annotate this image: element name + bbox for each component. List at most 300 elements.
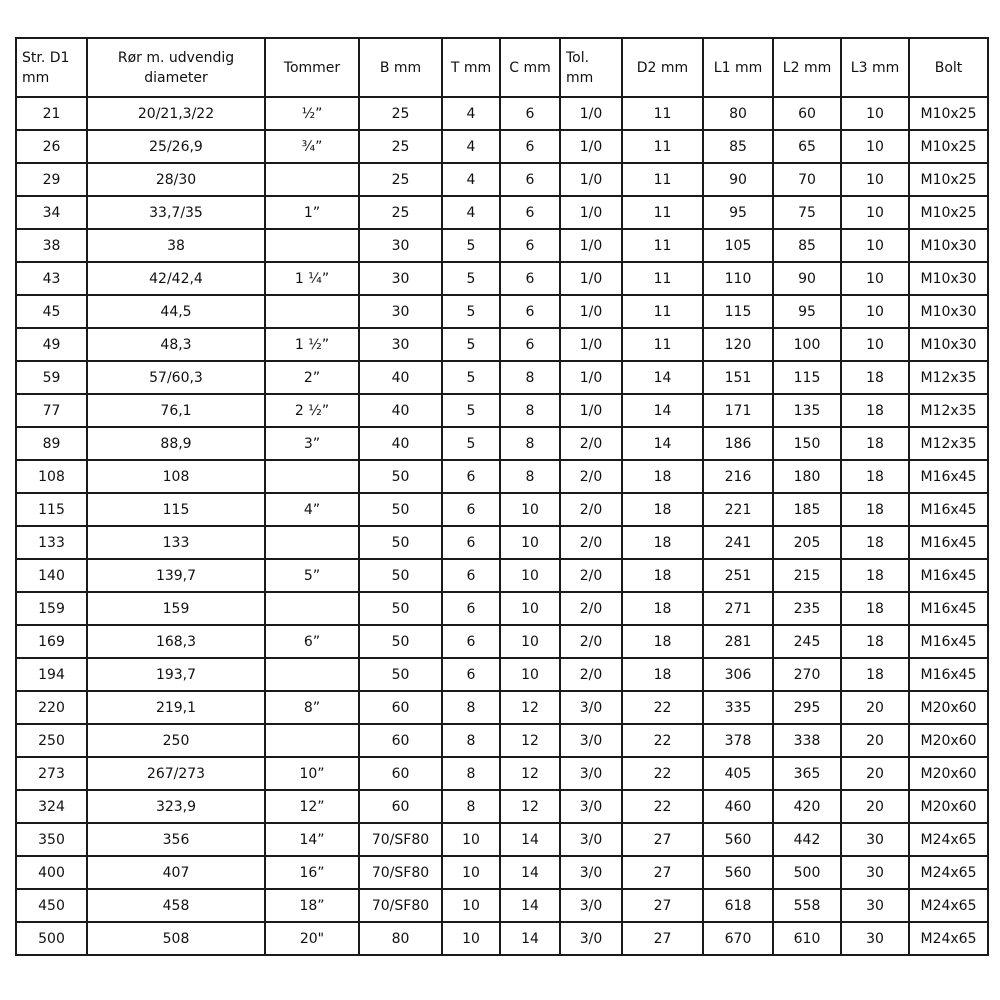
- cell-tol-mm: 2/0: [560, 526, 622, 559]
- cell-l1-mm: 335: [703, 691, 773, 724]
- cell-tommer: 1 ¼”: [265, 262, 359, 295]
- table-row: [16, 790, 988, 823]
- cell-b-mm: 30: [359, 328, 442, 361]
- cell-tommer: 12”: [265, 790, 359, 823]
- cell-d2-mm: 11: [622, 295, 703, 328]
- cell-tol-mm: 1/0: [560, 328, 622, 361]
- cell-pipe-outer-diameter: 219,1: [87, 691, 265, 724]
- header-t-mm: T mm: [442, 38, 500, 97]
- cell-d2-mm: 11: [622, 130, 703, 163]
- cell-d2-mm: 14: [622, 394, 703, 427]
- cell-tol-mm: 1/0: [560, 262, 622, 295]
- header-d2-mm: D2 mm: [622, 38, 703, 97]
- cell-d2-mm: 11: [622, 328, 703, 361]
- cell-tommer: 1”: [265, 196, 359, 229]
- cell-b-mm: 25: [359, 163, 442, 196]
- cell-d2-mm: 18: [622, 460, 703, 493]
- cell-pipe-outer-diameter: 508: [87, 922, 265, 955]
- cell-pipe-outer-diameter: 25/26,9: [87, 130, 265, 163]
- cell-l1-mm: 670: [703, 922, 773, 955]
- table-row: [16, 361, 988, 394]
- cell-l3-mm: 18: [841, 658, 909, 691]
- cell-pipe-outer-diameter: 250: [87, 724, 265, 757]
- cell-str-d1: 34: [16, 196, 87, 229]
- cell-b-mm: 80: [359, 922, 442, 955]
- cell-d2-mm: 11: [622, 262, 703, 295]
- table-row: [16, 295, 988, 328]
- cell-pipe-outer-diameter: 28/30: [87, 163, 265, 196]
- table-row: [16, 262, 988, 295]
- cell-l2-mm: 235: [773, 592, 841, 625]
- cell-str-d1: 45: [16, 295, 87, 328]
- dimensions-table: [15, 37, 989, 956]
- header-pipe-outer-diameter: Rør m. udvendig diameter: [87, 38, 265, 97]
- cell-c-mm: 12: [500, 724, 560, 757]
- cell-l1-mm: 271: [703, 592, 773, 625]
- cell-l1-mm: 618: [703, 889, 773, 922]
- cell-d2-mm: 22: [622, 757, 703, 790]
- cell-t-mm: 10: [442, 922, 500, 955]
- cell-pipe-outer-diameter: 407: [87, 856, 265, 889]
- cell-c-mm: 6: [500, 295, 560, 328]
- cell-l2-mm: 338: [773, 724, 841, 757]
- cell-pipe-outer-diameter: 57/60,3: [87, 361, 265, 394]
- cell-c-mm: 6: [500, 328, 560, 361]
- cell-bolt: M10x25: [909, 196, 988, 229]
- cell-str-d1: 450: [16, 889, 87, 922]
- table-row: [16, 526, 988, 559]
- cell-bolt: M16x45: [909, 592, 988, 625]
- header-l2-mm: L2 mm: [773, 38, 841, 97]
- cell-tol-mm: 1/0: [560, 163, 622, 196]
- cell-bolt: M16x45: [909, 559, 988, 592]
- cell-pipe-outer-diameter: 356: [87, 823, 265, 856]
- cell-t-mm: 6: [442, 592, 500, 625]
- header-l3-mm: L3 mm: [841, 38, 909, 97]
- cell-tol-mm: 1/0: [560, 295, 622, 328]
- cell-l2-mm: 90: [773, 262, 841, 295]
- cell-pipe-outer-diameter: 139,7: [87, 559, 265, 592]
- cell-b-mm: 30: [359, 295, 442, 328]
- cell-l3-mm: 20: [841, 790, 909, 823]
- cell-d2-mm: 27: [622, 823, 703, 856]
- cell-d2-mm: 22: [622, 790, 703, 823]
- cell-l1-mm: 85: [703, 130, 773, 163]
- cell-c-mm: 14: [500, 823, 560, 856]
- cell-l1-mm: 105: [703, 229, 773, 262]
- cell-pipe-outer-diameter: 159: [87, 592, 265, 625]
- cell-l3-mm: 30: [841, 889, 909, 922]
- cell-tommer: 8”: [265, 691, 359, 724]
- cell-t-mm: 5: [442, 361, 500, 394]
- cell-l2-mm: 65: [773, 130, 841, 163]
- cell-l1-mm: 110: [703, 262, 773, 295]
- cell-l2-mm: 75: [773, 196, 841, 229]
- table-row: [16, 922, 988, 955]
- cell-c-mm: 10: [500, 592, 560, 625]
- cell-c-mm: 14: [500, 856, 560, 889]
- cell-tol-mm: 3/0: [560, 724, 622, 757]
- header-row: [16, 38, 988, 97]
- cell-str-d1: 26: [16, 130, 87, 163]
- cell-b-mm: 60: [359, 790, 442, 823]
- cell-l2-mm: 295: [773, 691, 841, 724]
- cell-l3-mm: 18: [841, 361, 909, 394]
- cell-tommer: 18”: [265, 889, 359, 922]
- header-tommer: Tommer: [265, 38, 359, 97]
- cell-bolt: M24x65: [909, 922, 988, 955]
- cell-t-mm: 6: [442, 625, 500, 658]
- cell-l3-mm: 10: [841, 262, 909, 295]
- cell-l1-mm: 95: [703, 196, 773, 229]
- cell-t-mm: 5: [442, 262, 500, 295]
- cell-tommer: [265, 592, 359, 625]
- cell-l1-mm: 216: [703, 460, 773, 493]
- cell-tommer: [265, 526, 359, 559]
- cell-l3-mm: 30: [841, 856, 909, 889]
- cell-l2-mm: 85: [773, 229, 841, 262]
- cell-tol-mm: 2/0: [560, 460, 622, 493]
- cell-bolt: M16x45: [909, 460, 988, 493]
- cell-tol-mm: 3/0: [560, 790, 622, 823]
- cell-l3-mm: 10: [841, 163, 909, 196]
- cell-d2-mm: 14: [622, 427, 703, 460]
- cell-d2-mm: 27: [622, 922, 703, 955]
- cell-str-d1: 38: [16, 229, 87, 262]
- cell-bolt: M16x45: [909, 625, 988, 658]
- cell-d2-mm: 22: [622, 691, 703, 724]
- cell-c-mm: 14: [500, 889, 560, 922]
- cell-pipe-outer-diameter: 168,3: [87, 625, 265, 658]
- cell-l3-mm: 10: [841, 130, 909, 163]
- cell-pipe-outer-diameter: 38: [87, 229, 265, 262]
- cell-bolt: M10x30: [909, 295, 988, 328]
- cell-tommer: 1 ½”: [265, 328, 359, 361]
- cell-bolt: M24x65: [909, 889, 988, 922]
- cell-l2-mm: 500: [773, 856, 841, 889]
- cell-b-mm: 25: [359, 196, 442, 229]
- cell-c-mm: 8: [500, 361, 560, 394]
- cell-str-d1: 400: [16, 856, 87, 889]
- cell-bolt: M24x65: [909, 823, 988, 856]
- cell-b-mm: 30: [359, 262, 442, 295]
- table-row: [16, 97, 988, 130]
- cell-t-mm: 8: [442, 790, 500, 823]
- cell-tol-mm: 3/0: [560, 757, 622, 790]
- cell-bolt: M10x25: [909, 163, 988, 196]
- cell-l1-mm: 306: [703, 658, 773, 691]
- cell-d2-mm: 18: [622, 526, 703, 559]
- cell-l2-mm: 70: [773, 163, 841, 196]
- cell-b-mm: 50: [359, 460, 442, 493]
- cell-c-mm: 10: [500, 625, 560, 658]
- cell-l1-mm: 378: [703, 724, 773, 757]
- cell-d2-mm: 22: [622, 724, 703, 757]
- cell-l1-mm: 405: [703, 757, 773, 790]
- cell-tol-mm: 3/0: [560, 823, 622, 856]
- cell-bolt: M20x60: [909, 790, 988, 823]
- cell-l3-mm: 10: [841, 196, 909, 229]
- cell-l3-mm: 18: [841, 493, 909, 526]
- cell-l3-mm: 18: [841, 526, 909, 559]
- cell-tommer: 5”: [265, 559, 359, 592]
- cell-str-d1: 350: [16, 823, 87, 856]
- cell-t-mm: 6: [442, 460, 500, 493]
- cell-l1-mm: 560: [703, 856, 773, 889]
- cell-l3-mm: 10: [841, 295, 909, 328]
- cell-l2-mm: 215: [773, 559, 841, 592]
- cell-tommer: 4”: [265, 493, 359, 526]
- cell-tommer: 2”: [265, 361, 359, 394]
- cell-pipe-outer-diameter: 115: [87, 493, 265, 526]
- cell-l1-mm: 241: [703, 526, 773, 559]
- cell-l1-mm: 115: [703, 295, 773, 328]
- table-row: [16, 625, 988, 658]
- cell-str-d1: 159: [16, 592, 87, 625]
- cell-tommer: [265, 163, 359, 196]
- cell-tommer: [265, 295, 359, 328]
- table-row: [16, 460, 988, 493]
- cell-c-mm: 14: [500, 922, 560, 955]
- cell-pipe-outer-diameter: 267/273: [87, 757, 265, 790]
- table-row: [16, 394, 988, 427]
- cell-tommer: ¾”: [265, 130, 359, 163]
- cell-l1-mm: 80: [703, 97, 773, 130]
- cell-l2-mm: 150: [773, 427, 841, 460]
- cell-tol-mm: 1/0: [560, 394, 622, 427]
- cell-b-mm: 50: [359, 592, 442, 625]
- cell-l3-mm: 10: [841, 328, 909, 361]
- cell-d2-mm: 27: [622, 889, 703, 922]
- header-tol-mm: Tol. mm: [560, 38, 622, 97]
- cell-b-mm: 70/SF80: [359, 823, 442, 856]
- cell-bolt: M10x30: [909, 328, 988, 361]
- cell-b-mm: 70/SF80: [359, 856, 442, 889]
- cell-l3-mm: 18: [841, 394, 909, 427]
- cell-bolt: M20x60: [909, 757, 988, 790]
- cell-bolt: M16x45: [909, 658, 988, 691]
- header-b-mm: B mm: [359, 38, 442, 97]
- cell-pipe-outer-diameter: 48,3: [87, 328, 265, 361]
- cell-l3-mm: 18: [841, 592, 909, 625]
- cell-b-mm: 70/SF80: [359, 889, 442, 922]
- cell-bolt: M12x35: [909, 394, 988, 427]
- cell-str-d1: 169: [16, 625, 87, 658]
- cell-c-mm: 6: [500, 229, 560, 262]
- cell-tol-mm: 1/0: [560, 196, 622, 229]
- cell-tol-mm: 1/0: [560, 97, 622, 130]
- table-row: [16, 856, 988, 889]
- table-row: [16, 328, 988, 361]
- cell-l2-mm: 610: [773, 922, 841, 955]
- cell-bolt: M10x30: [909, 229, 988, 262]
- cell-b-mm: 50: [359, 493, 442, 526]
- cell-l3-mm: 30: [841, 823, 909, 856]
- cell-t-mm: 5: [442, 295, 500, 328]
- cell-d2-mm: 11: [622, 229, 703, 262]
- cell-t-mm: 6: [442, 559, 500, 592]
- cell-pipe-outer-diameter: 42/42,4: [87, 262, 265, 295]
- cell-c-mm: 6: [500, 130, 560, 163]
- cell-l1-mm: 171: [703, 394, 773, 427]
- cell-b-mm: 40: [359, 427, 442, 460]
- cell-tommer: 16”: [265, 856, 359, 889]
- cell-tol-mm: 1/0: [560, 361, 622, 394]
- cell-l2-mm: 100: [773, 328, 841, 361]
- cell-t-mm: 4: [442, 163, 500, 196]
- cell-t-mm: 8: [442, 691, 500, 724]
- cell-t-mm: 8: [442, 724, 500, 757]
- cell-d2-mm: 18: [622, 625, 703, 658]
- cell-l2-mm: 95: [773, 295, 841, 328]
- cell-c-mm: 8: [500, 427, 560, 460]
- cell-str-d1: 133: [16, 526, 87, 559]
- cell-tommer: 6”: [265, 625, 359, 658]
- cell-b-mm: 40: [359, 394, 442, 427]
- cell-b-mm: 50: [359, 625, 442, 658]
- cell-c-mm: 8: [500, 394, 560, 427]
- table-row: [16, 229, 988, 262]
- cell-pipe-outer-diameter: 20/21,3/22: [87, 97, 265, 130]
- cell-pipe-outer-diameter: 193,7: [87, 658, 265, 691]
- cell-b-mm: 30: [359, 229, 442, 262]
- cell-bolt: M10x25: [909, 130, 988, 163]
- cell-b-mm: 50: [359, 559, 442, 592]
- cell-b-mm: 25: [359, 130, 442, 163]
- cell-t-mm: 10: [442, 823, 500, 856]
- cell-b-mm: 60: [359, 691, 442, 724]
- cell-tol-mm: 2/0: [560, 625, 622, 658]
- table-row: [16, 691, 988, 724]
- cell-tol-mm: 1/0: [560, 130, 622, 163]
- cell-str-d1: 89: [16, 427, 87, 460]
- cell-l2-mm: 185: [773, 493, 841, 526]
- cell-str-d1: 77: [16, 394, 87, 427]
- cell-tol-mm: 3/0: [560, 889, 622, 922]
- cell-tol-mm: 3/0: [560, 691, 622, 724]
- cell-c-mm: 6: [500, 196, 560, 229]
- cell-t-mm: 6: [442, 493, 500, 526]
- table-row: [16, 163, 988, 196]
- cell-l3-mm: 18: [841, 460, 909, 493]
- cell-l1-mm: 120: [703, 328, 773, 361]
- cell-tol-mm: 1/0: [560, 229, 622, 262]
- cell-tol-mm: 2/0: [560, 658, 622, 691]
- cell-l1-mm: 560: [703, 823, 773, 856]
- cell-l3-mm: 20: [841, 757, 909, 790]
- cell-t-mm: 4: [442, 97, 500, 130]
- cell-c-mm: 6: [500, 97, 560, 130]
- table-row: [16, 493, 988, 526]
- cell-d2-mm: 11: [622, 196, 703, 229]
- cell-bolt: M10x30: [909, 262, 988, 295]
- cell-str-d1: 21: [16, 97, 87, 130]
- cell-bolt: M12x35: [909, 427, 988, 460]
- table-row: [16, 658, 988, 691]
- cell-pipe-outer-diameter: 133: [87, 526, 265, 559]
- cell-l1-mm: 460: [703, 790, 773, 823]
- cell-str-d1: 194: [16, 658, 87, 691]
- cell-t-mm: 10: [442, 856, 500, 889]
- cell-tol-mm: 3/0: [560, 856, 622, 889]
- table-row: [16, 757, 988, 790]
- cell-c-mm: 10: [500, 559, 560, 592]
- cell-l1-mm: 151: [703, 361, 773, 394]
- cell-pipe-outer-diameter: 323,9: [87, 790, 265, 823]
- cell-d2-mm: 18: [622, 658, 703, 691]
- cell-b-mm: 50: [359, 658, 442, 691]
- header-str-d1: Str. D1 mm: [16, 38, 87, 97]
- cell-str-d1: 250: [16, 724, 87, 757]
- cell-bolt: M12x35: [909, 361, 988, 394]
- cell-bolt: M16x45: [909, 493, 988, 526]
- cell-c-mm: 10: [500, 526, 560, 559]
- cell-tol-mm: 2/0: [560, 592, 622, 625]
- cell-l3-mm: 10: [841, 229, 909, 262]
- cell-tommer: 2 ½”: [265, 394, 359, 427]
- cell-bolt: M10x25: [909, 97, 988, 130]
- cell-c-mm: 6: [500, 262, 560, 295]
- cell-l3-mm: 20: [841, 691, 909, 724]
- cell-l3-mm: 20: [841, 724, 909, 757]
- cell-l3-mm: 30: [841, 922, 909, 955]
- cell-l2-mm: 365: [773, 757, 841, 790]
- cell-str-d1: 29: [16, 163, 87, 196]
- cell-l1-mm: 221: [703, 493, 773, 526]
- table-row: [16, 196, 988, 229]
- cell-tommer: 10”: [265, 757, 359, 790]
- cell-b-mm: 60: [359, 757, 442, 790]
- cell-l2-mm: 245: [773, 625, 841, 658]
- cell-l2-mm: 558: [773, 889, 841, 922]
- cell-c-mm: 10: [500, 658, 560, 691]
- cell-b-mm: 50: [359, 526, 442, 559]
- cell-pipe-outer-diameter: 76,1: [87, 394, 265, 427]
- cell-t-mm: 10: [442, 889, 500, 922]
- cell-b-mm: 25: [359, 97, 442, 130]
- cell-str-d1: 43: [16, 262, 87, 295]
- cell-tommer: [265, 658, 359, 691]
- cell-pipe-outer-diameter: 458: [87, 889, 265, 922]
- cell-l2-mm: 180: [773, 460, 841, 493]
- cell-pipe-outer-diameter: 33,7/35: [87, 196, 265, 229]
- cell-tol-mm: 3/0: [560, 922, 622, 955]
- cell-t-mm: 6: [442, 658, 500, 691]
- cell-str-d1: 49: [16, 328, 87, 361]
- table-row: [16, 724, 988, 757]
- header-bolt: Bolt: [909, 38, 988, 97]
- cell-l2-mm: 420: [773, 790, 841, 823]
- table-row: [16, 889, 988, 922]
- cell-str-d1: 140: [16, 559, 87, 592]
- cell-str-d1: 59: [16, 361, 87, 394]
- cell-c-mm: 8: [500, 460, 560, 493]
- cell-d2-mm: 14: [622, 361, 703, 394]
- cell-t-mm: 4: [442, 130, 500, 163]
- cell-c-mm: 12: [500, 691, 560, 724]
- cell-bolt: M16x45: [909, 526, 988, 559]
- cell-l2-mm: 270: [773, 658, 841, 691]
- cell-tol-mm: 2/0: [560, 427, 622, 460]
- cell-tommer: 20": [265, 922, 359, 955]
- cell-str-d1: 108: [16, 460, 87, 493]
- cell-c-mm: 12: [500, 757, 560, 790]
- cell-l2-mm: 135: [773, 394, 841, 427]
- table-row: [16, 427, 988, 460]
- cell-l3-mm: 18: [841, 625, 909, 658]
- cell-pipe-outer-diameter: 44,5: [87, 295, 265, 328]
- cell-tommer: [265, 460, 359, 493]
